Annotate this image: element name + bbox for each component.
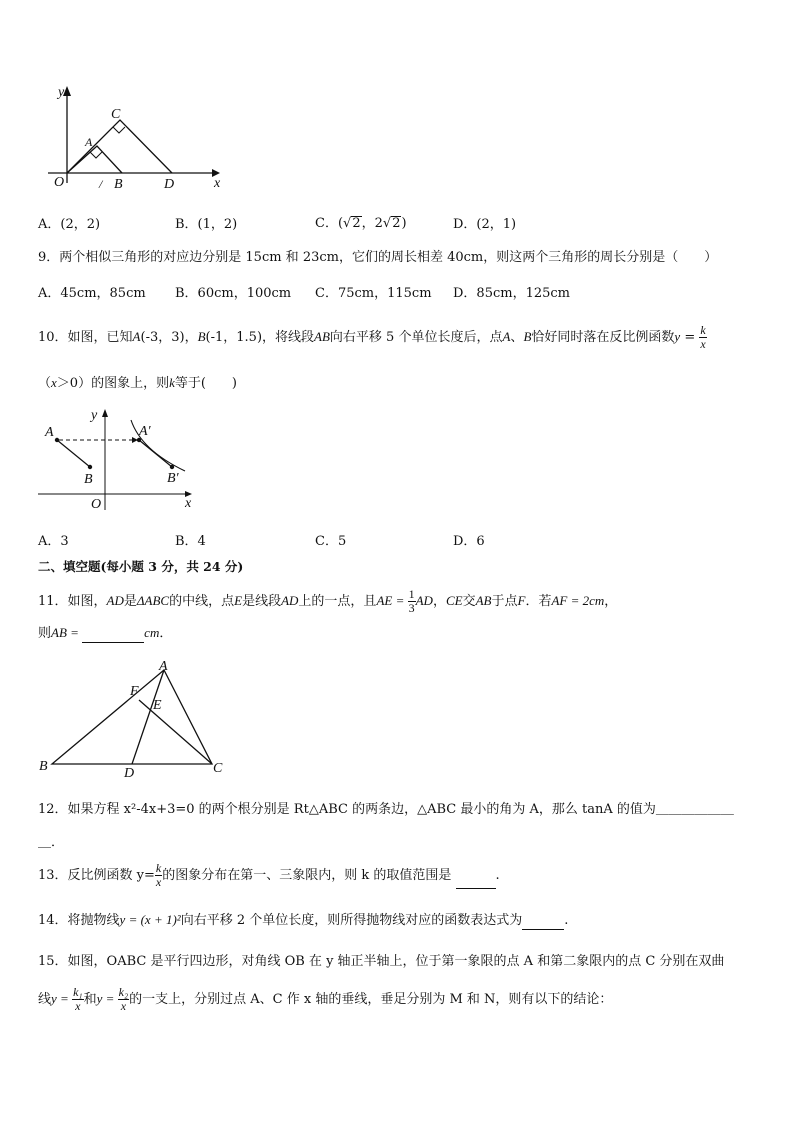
q13-frac-num: k: [155, 861, 162, 875]
label-E: E: [153, 698, 162, 713]
stray-mark: /: [99, 177, 103, 191]
q10-A2: A: [502, 329, 511, 344]
label-x: x: [185, 496, 192, 511]
q11-AD: AD: [106, 593, 124, 608]
label-D: D: [164, 177, 175, 192]
triangle-OAB: [67, 146, 122, 173]
q11-stem-line1: [38, 588, 617, 615]
q15-f1-num: k₁: [73, 985, 83, 999]
label-x: x: [214, 176, 221, 191]
q14-post: 向右平移 2 个单位长度，则所得抛物线对应的函数表达式为: [180, 913, 523, 928]
q11-fraction: [408, 588, 416, 615]
q11-p9: ．若: [525, 594, 552, 609]
q10-l2-x: x: [51, 375, 57, 390]
q15-l2a: 线: [38, 992, 52, 1007]
triangle-OCD: [67, 120, 172, 173]
q13-post: 的图象分布在第一、三象限内，则 k 的取值范围是: [162, 868, 452, 883]
q10-option-a[interactable]: A．3: [38, 534, 69, 549]
label-O: O: [54, 175, 65, 190]
q11-unit: cm: [144, 625, 160, 640]
label-A: A: [45, 425, 54, 440]
q10-AB: AB: [314, 329, 330, 344]
q10-l2-pre: （: [38, 376, 52, 391]
q11-tri: ΔABC: [136, 593, 170, 608]
q9-option-c[interactable]: C．75cm，115cm: [315, 286, 432, 301]
q14-expr: y = (x + 1)²: [119, 912, 181, 927]
q12-stem-cont: ＿．: [38, 835, 65, 850]
q10-coordB: (-1，1.5)，将线段: [205, 330, 315, 345]
q15-f2-num: k₂: [118, 985, 129, 999]
q8-option-d[interactable]: D．(2，1): [453, 217, 517, 232]
q11-l2a: 则: [38, 626, 52, 641]
q8-c-mid: ，2: [361, 216, 383, 231]
q14-answer-blank[interactable]: [522, 915, 564, 930]
label-O: O: [91, 497, 102, 512]
q11-p5: 上的一点，且: [298, 594, 377, 609]
q10-B2: B: [523, 329, 532, 344]
q10-frac-den: x: [700, 337, 706, 351]
q11-frac-num: 1: [408, 587, 415, 601]
q8-c-root1: 2: [352, 216, 361, 231]
point-A: [55, 438, 59, 442]
q10-option-b[interactable]: B．4: [175, 534, 206, 549]
q11-end: ．: [159, 626, 173, 641]
q9-option-a[interactable]: A．45cm，85cm: [38, 286, 146, 301]
q11-p2: 是: [123, 594, 137, 609]
q11-AF: AF = 2cm: [551, 593, 605, 608]
q10-stem-line1: [38, 324, 707, 351]
q8-option-c[interactable]: C．(√2，2√2): [315, 216, 407, 231]
q9-stem: 9．两个相似三角形的对应边分别是 15cm 和 23cm，它们的周长相差 40cm，则这两个三角形的周长分别是（ ）: [38, 250, 718, 265]
q10-fraction: [699, 324, 706, 351]
label-B: B: [114, 177, 123, 192]
q10-mid: 向右平移 5 个单位长度后，点: [329, 330, 503, 345]
q13-pre: 13．反比例函数 y=: [38, 868, 155, 883]
label-A: A: [159, 659, 168, 674]
q11-E: E: [234, 593, 243, 608]
q15-and: 和: [83, 992, 97, 1007]
y-axis-arrow-icon: [102, 409, 108, 417]
q10-y: y: [674, 329, 681, 344]
q15-y2: y =: [96, 991, 118, 1006]
q8-c-pre: C．(: [315, 216, 344, 231]
q15-f2-den: x: [120, 999, 127, 1013]
label-C: C: [111, 107, 121, 122]
q11-CE: CE: [445, 593, 463, 608]
q11-answer-blank[interactable]: [82, 628, 144, 643]
point-B: [88, 465, 92, 469]
segment-AB: [57, 440, 90, 467]
q10-l2-k: k: [169, 375, 175, 390]
q11-stem-line2: [38, 624, 172, 643]
label-B1: B′: [167, 471, 179, 486]
q11-p8: 于点: [491, 594, 518, 609]
q9-option-b[interactable]: B．60cm，100cm: [175, 286, 292, 301]
label-B: B: [84, 472, 93, 487]
label-B: B: [39, 759, 48, 774]
q10-stem-pre: 10．如图，已知: [38, 330, 133, 345]
q13-stem: [38, 862, 500, 889]
label-A1: A′: [139, 424, 151, 439]
label-A: A: [85, 135, 93, 149]
figure-q8: [40, 80, 230, 195]
label-y: y: [58, 85, 65, 100]
q10-sep: 、: [510, 330, 524, 345]
q13-frac-den: x: [155, 875, 162, 889]
label-y: y: [91, 408, 98, 423]
q11-frac-den: 3: [408, 601, 415, 615]
q15-f1-den: x: [75, 999, 81, 1013]
right-angle-C: [113, 127, 125, 133]
q15-stem-line1: 15．如图，OABC 是平行四边形，对角线 OB 在 y 轴正半轴上，位于第一象限的点 A 和第二象限内的点 C 分别在双曲: [38, 954, 725, 969]
q11-AE: AE =: [376, 593, 408, 608]
q14-stem: [38, 911, 568, 930]
q11-p10: ，: [604, 594, 618, 609]
q8-c-root2: 2: [392, 216, 401, 231]
q13-end: .: [495, 868, 500, 883]
right-angle-A: [90, 152, 102, 158]
label-D: D: [124, 766, 135, 780]
q11-F: F: [517, 593, 526, 608]
q10-frac-num: k: [700, 323, 706, 337]
q11-p3: 的中线，点: [169, 594, 235, 609]
q10-l2-cond: ＞0）的图象上，则: [56, 376, 170, 391]
q10-option-d[interactable]: D．6: [453, 534, 485, 549]
q11-AD3: AD: [415, 593, 433, 608]
q10-B: B: [197, 329, 206, 344]
q8-c-post: ): [401, 216, 407, 231]
label-C: C: [213, 761, 223, 776]
q10-l2-tail: 等于( ): [174, 376, 238, 391]
q9-option-d[interactable]: D．85cm，125cm: [453, 286, 570, 301]
segment-CF: [139, 700, 212, 764]
q14-end: .: [564, 913, 569, 928]
q11-p7: 交: [462, 594, 476, 609]
q11-p1: 11．如图，: [38, 594, 107, 609]
q8-option-b[interactable]: B．(1，2): [175, 217, 238, 232]
figure-q11: [35, 655, 235, 780]
q15-stem-line2: [38, 986, 612, 1013]
q11-AD2: AD: [281, 593, 299, 608]
q13-answer-blank[interactable]: [456, 874, 496, 889]
q15-l2b: 的一支上，分别过点 A、C 作 x 轴的垂线，垂足分别为 M 和 N，则有以下的结论：: [129, 992, 613, 1007]
q11-p6: ，: [432, 594, 446, 609]
q8-option-a[interactable]: A．(2，2): [38, 217, 101, 232]
q10-A: A: [132, 329, 141, 344]
q11-p4: 是线段: [242, 594, 282, 609]
point-B1: [170, 465, 174, 469]
q15-fraction-1: [72, 986, 84, 1013]
q15-fraction-2: [118, 986, 130, 1013]
q10-option-c[interactable]: C．5: [315, 534, 347, 549]
q10-eq: =: [680, 330, 700, 345]
label-F: F: [130, 684, 139, 699]
figure-q10: [35, 405, 205, 515]
section-heading: 二、填空题(每小题 3 分，共 24 分): [38, 559, 244, 574]
q10-tail: 恰好同时落在反比例函数: [531, 330, 675, 345]
q14-pre: 14．将抛物线: [38, 913, 120, 928]
q15-y1: y =: [51, 991, 73, 1006]
q10-coordA: (-3，3)，: [140, 330, 198, 345]
q11-AB2: AB =: [51, 625, 83, 640]
q12-stem: 12．如果方程 x²-4x+3=0 的两个根分别是 Rt△ABC 的两条边，△ABC 最小的角为 A，那么 tanA 的值为＿＿＿＿＿＿: [38, 802, 734, 817]
q11-AB: AB: [475, 593, 492, 608]
q10-stem-line2: [38, 374, 237, 393]
